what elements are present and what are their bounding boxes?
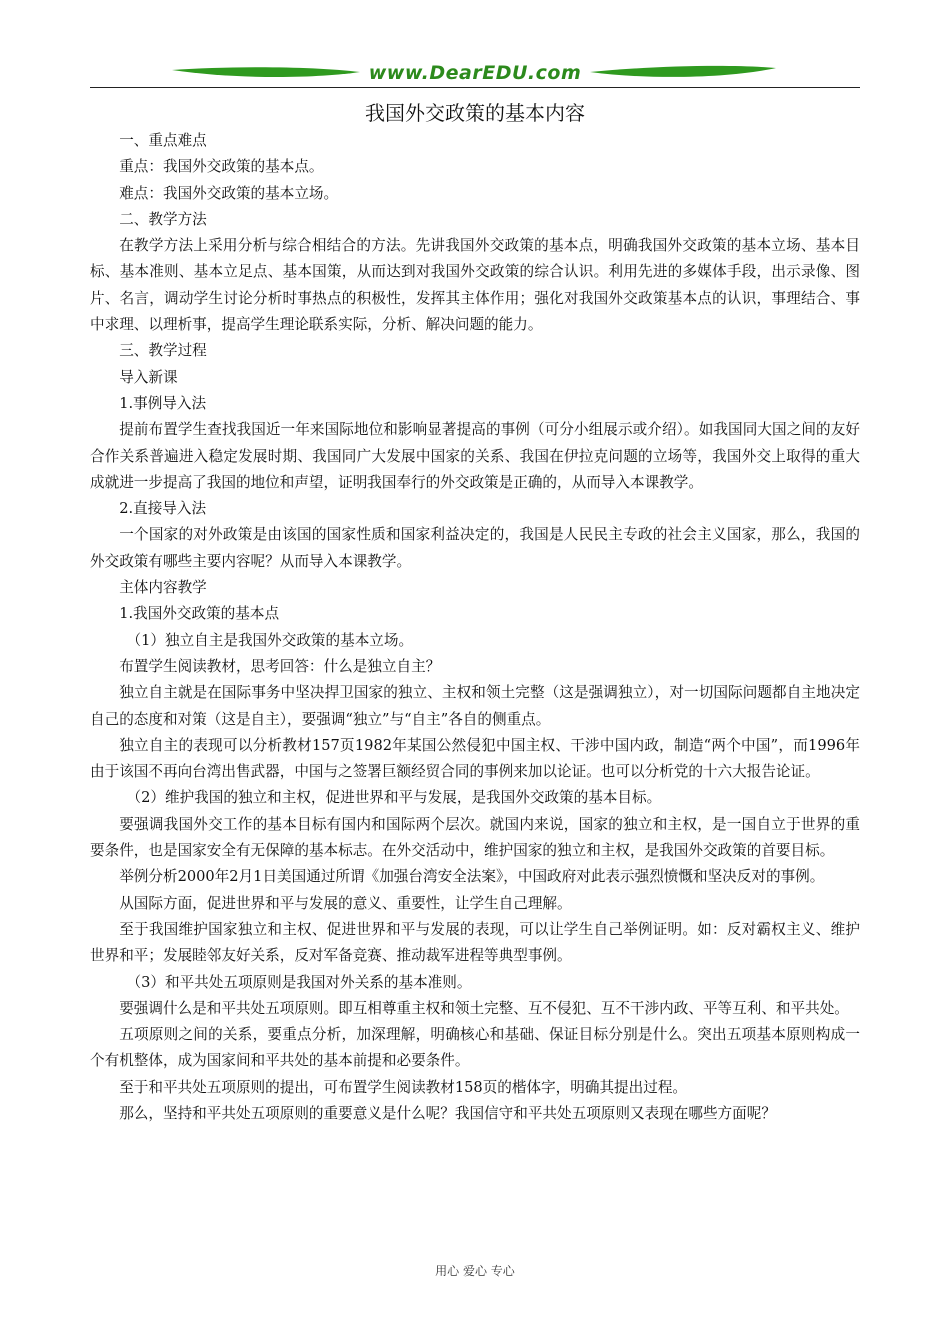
page-footer: 用心 爱心 专心 (435, 1264, 515, 1278)
document-title: 我国外交政策的基本内容 (365, 101, 585, 125)
paragraph: 一个国家的对外政策是由该国的国家性质和国家利益决定的，我国是人民民主专政的社会主义国家，那么，我国的外交政策有哪些主要内容呢？从而导入本课教学。 (90, 526, 860, 570)
paragraph: 重点：我国外交政策的基本点。 (119, 158, 324, 176)
paragraph: 提前布置学生查找我国近一年来国际地位和影响显著提高的事例（可分小组展示或介绍）。如我国同大国之间的友好合作关系普遍进入稳定发展时期、我国同广大发展中国家的关系、我国在伊拉克问题的立场等，我国外交上取得的重大成就进一步提高了我国的地位和声望，证明我国奉行的外交政策是正确的，从而导入本课教学。 (90, 421, 860, 491)
paragraph: 难点：我国外交政策的基本立场。 (119, 184, 339, 202)
point-heading: （1）独立自主是我国外交政策的基本立场。 (126, 631, 414, 649)
paragraph: 要强调什么是和平共处五项原则。即互相尊重主权和领土完整、互不侵犯、互不干涉内政、平等互利、和平共处。 (119, 999, 849, 1017)
paragraph: 至于我国维护国家独立和主权、促进世界和平与发展的表现，可以让学生自己举例证明。如：反对霸权主义、维护世界和平；发展睦邻友好关系，反对军备竞赛、推动裁军进程等典型事例。 (90, 920, 860, 965)
header-divider (90, 87, 860, 88)
point-heading: （2）维护我国的独立和主权，促进世界和平与发展，是我国外交政策的基本目标。 (126, 789, 662, 807)
site-header-banner (90, 58, 860, 90)
paragraph: 独立自主就是在国际事务中坚决捍卫国家的独立、主权和领土完整（这是强调独立），对一切国际问题都自主地决定自己的态度和对策（这是自主），要强调“独立”与“自主”各自的侧重点。 (90, 684, 860, 728)
heading-key-points: 一、重点难点 (119, 132, 207, 149)
paragraph: 要强调我国外交工作的基本目标有国内和国际两个层次。就国内来说，国家的独立和主权，是一国自立于世界的重要条件，也是国家安全有无保障的基本标志。在外交活动中，维护国家的独立和主权，是我国外交政策的首要目标。 (90, 815, 860, 860)
paragraph: 独立自主的表现可以分析教材157页1982年某国公然侵犯中国主权、干涉中国内政，制造“两个中国”，而1996年由于该国不再向台湾出售武器，中国与之签署巨额经贸合同的事例来加以论证。也可以分析党的十六大报告论证。 (90, 736, 860, 781)
heading-teaching-process: 三、教学过程 (119, 342, 207, 360)
paragraph: 那么，坚持和平共处五项原则的重要意义是什么呢？我国信守和平共处五项原则又表现在哪些方面呢？ (119, 1104, 776, 1122)
paragraph: 举例分析2000年2月1日美国通过所谓《加强台湾安全法案》，中国政府对此表示强烈愤慨和坚决反对的事例。 (119, 868, 825, 886)
paragraph: 从国际方面，促进世界和平与发展的意义、重要性，让学生自己理解。 (119, 894, 572, 912)
paragraph: 至于和平共处五项原则的提出，可布置学生阅读教材158页的楷体字，明确其提出过程。 (119, 1078, 688, 1096)
subheading: 1.我国外交政策的基本点 (119, 605, 280, 623)
point-heading: （3）和平共处五项原则是我国对外关系的基本准则。 (126, 973, 472, 991)
paragraph: 在教学方法上采用分析与综合相结合的方法。先讲我国外交政策的基本点，明确我国外交政策的基本立场、基本目标、基本准则、基本立足点、基本国策，从而达到对我国外交政策的综合认识。利用先进的多媒体手段，出示录像、图片、名言，调动学生讨论分析时事热点的积极性，发挥其主体作用；强化对我国外交政策基本点的认识，事理结合、事中求理、以理析事，提高学生理论联系实际，分析、解决问题的能力。 (90, 237, 860, 334)
heading-teaching-method: 二、教学方法 (119, 210, 207, 228)
subheading: 2.直接导入法 (119, 500, 207, 518)
subheading: 主体内容教学 (119, 579, 207, 597)
document-body (90, 128, 860, 1127)
paragraph: 布置学生阅读教材，思考回答：什么是独立自主？ (119, 657, 441, 675)
subheading: 1.事例导入法 (119, 394, 207, 412)
paragraph: 五项原则之间的关系，要重点分析，加深理解，明确核心和基础、保证目标分别是什么。突出五项基本原则构成一个有机整体，成为国家间和平共处的基本前提和必要条件。 (90, 1026, 860, 1070)
site-brand-text: www.DearEDU.com (368, 62, 582, 84)
subheading: 导入新课 (119, 368, 178, 386)
